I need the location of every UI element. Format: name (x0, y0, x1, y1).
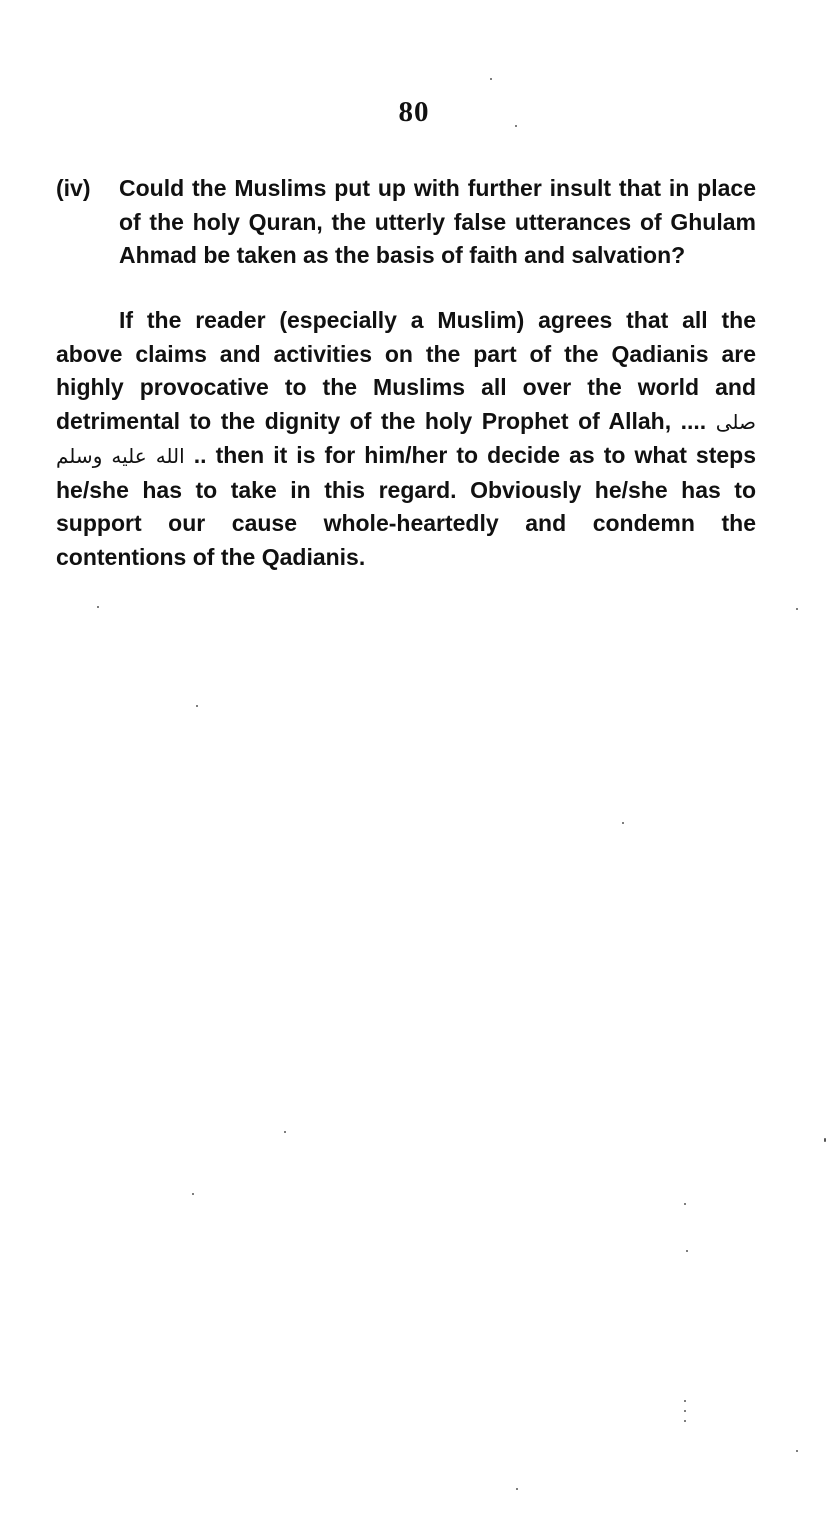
list-item-iv (56, 172, 756, 273)
list-item-text: Could the Muslims put up with further insult that in place of the holy Quran, the utterly false utterances of Ghulam Ahmad be taken as the basis of faith and salvation? (119, 175, 756, 268)
arabic-salutation: صلى الله عليه وسلم (56, 409, 756, 468)
scan-speck (192, 1193, 194, 1195)
scan-speck (284, 1131, 286, 1133)
scan-speck (684, 1410, 686, 1412)
scan-speck (824, 1138, 826, 1142)
body-paragraph (56, 304, 756, 574)
scan-speck (516, 1488, 518, 1490)
scan-speck (684, 1420, 686, 1422)
page-number: 80 (398, 96, 430, 128)
scan-speck (97, 606, 99, 608)
scan-speck (684, 1203, 686, 1205)
scan-speck (796, 608, 798, 610)
scan-speck (490, 78, 492, 80)
list-item-marker: (iv) (56, 175, 91, 201)
scan-speck (515, 125, 517, 127)
scan-speck (796, 1450, 798, 1452)
scan-speck (622, 822, 624, 824)
scan-speck (686, 1250, 688, 1252)
paragraph-text-after-arabic: .. then it is for him/her to decide as to what steps he/she has to take in this regard. Obviously he/she has to support our cause whole-heartedly and condemn the contentions of the Qadianis. (56, 442, 757, 570)
scan-speck (684, 1400, 686, 1402)
scan-speck (196, 705, 198, 707)
paragraph-text-before-arabic: If the reader (especially a Muslim) agrees that all the above claims and activities on the part of the Qadianis are highly provocative to the Muslims all over the world and detrimental to the dignity of the holy Prophet of Allah, .... (56, 307, 756, 434)
